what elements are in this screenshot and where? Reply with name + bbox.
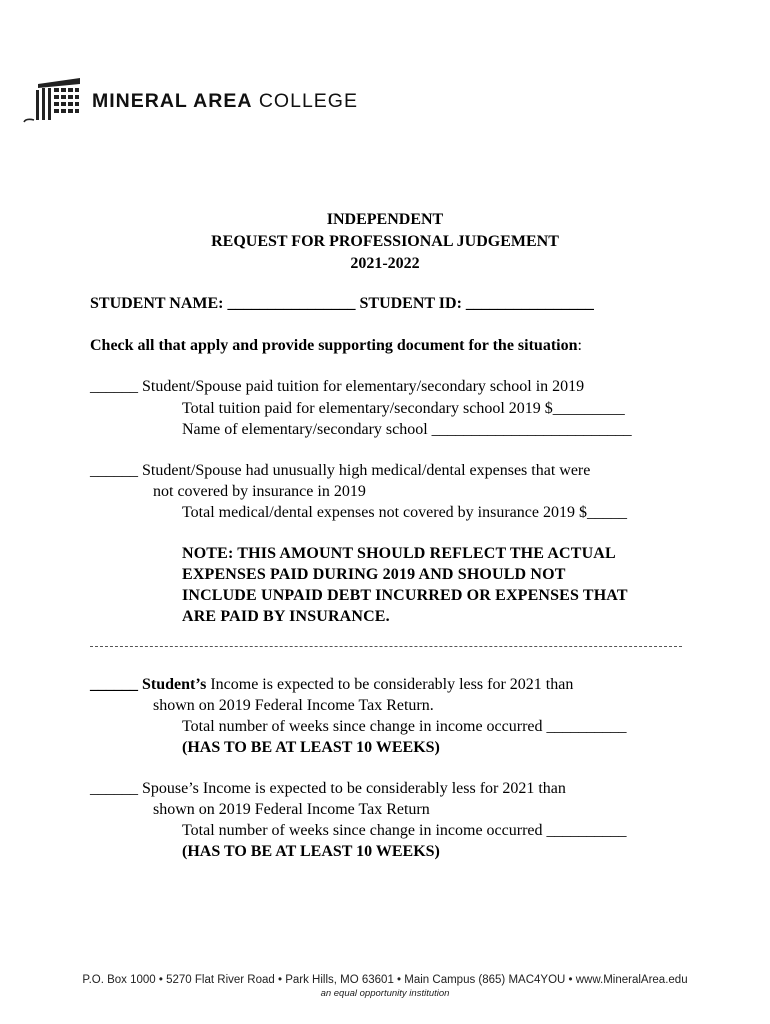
item-spouse-income: ______ Spouse’s Income is expected to be considerably less for 2021 than — [90, 780, 566, 797]
note-line-2: EXPENSES PAID DURING 2019 AND SHOULD NOT — [182, 566, 566, 583]
item-spouse-income-weeks: Total number of weeks since change in income occurred __________ — [182, 822, 627, 839]
title-line-1: INDEPENDENT — [326, 211, 444, 228]
building-icon — [22, 76, 88, 126]
note-line-4: ARE PAID BY INSURANCE. — [182, 608, 390, 625]
item-student-income-minimum: (HAS TO BE AT LEAST 10 WEEKS) — [182, 739, 440, 756]
title-line-3: 2021-2022 — [350, 255, 420, 272]
item-student-income: ______ Student’s Income is expected to be considerably less for 2021 than — [90, 676, 574, 693]
college-logo — [22, 76, 392, 126]
student-name-id-line: STUDENT NAME: ________________ STUDENT ID: ________________ — [90, 295, 594, 312]
title-line-2: REQUEST FOR PROFESSIONAL JUDGEMENT — [211, 233, 559, 250]
item-spouse-income-minimum: (HAS TO BE AT LEAST 10 WEEKS) — [182, 843, 440, 860]
dashed-divider — [90, 646, 682, 647]
logo-text: MINERAL AREA COLLEGE — [92, 90, 358, 112]
note-line-1: NOTE: THIS AMOUNT SHOULD REFLECT THE ACTUAL — [182, 545, 616, 562]
item-medical: ______ Student/Spouse had unusually high medical/dental expenses that were — [90, 462, 591, 479]
item-spouse-income-line2: shown on 2019 Federal Income Tax Return — [153, 801, 430, 818]
item-tuition-school-name: Name of elementary/secondary school _________________________ — [182, 421, 632, 438]
footer-address: P.O. Box 1000 • 5270 Flat River Road • Park Hills, MO 63601 • Main Campus (865) MAC4YOU • www.MineralArea.edu — [82, 974, 688, 986]
item-tuition-total: Total tuition paid for elementary/secondary school 2019 $_________ — [182, 400, 625, 417]
note-line-3: INCLUDE UNPAID DEBT INCURRED OR EXPENSES THAT — [182, 587, 628, 604]
item-tuition: ______ Student/Spouse paid tuition for elementary/secondary school in 2019 — [90, 378, 585, 395]
item-medical-total: Total medical/dental expenses not covered by insurance 2019 $_____ — [182, 504, 627, 521]
item-student-income-line2: shown on 2019 Federal Income Tax Return. — [153, 697, 434, 714]
instructions: Check all that apply and provide supporting document for the situation: — [90, 337, 582, 354]
item-student-income-weeks: Total number of weeks since change in income occurred __________ — [182, 718, 627, 735]
item-medical-line2: not covered by insurance in 2019 — [153, 483, 366, 500]
footer-tagline: an equal opportunity institution — [320, 988, 450, 999]
